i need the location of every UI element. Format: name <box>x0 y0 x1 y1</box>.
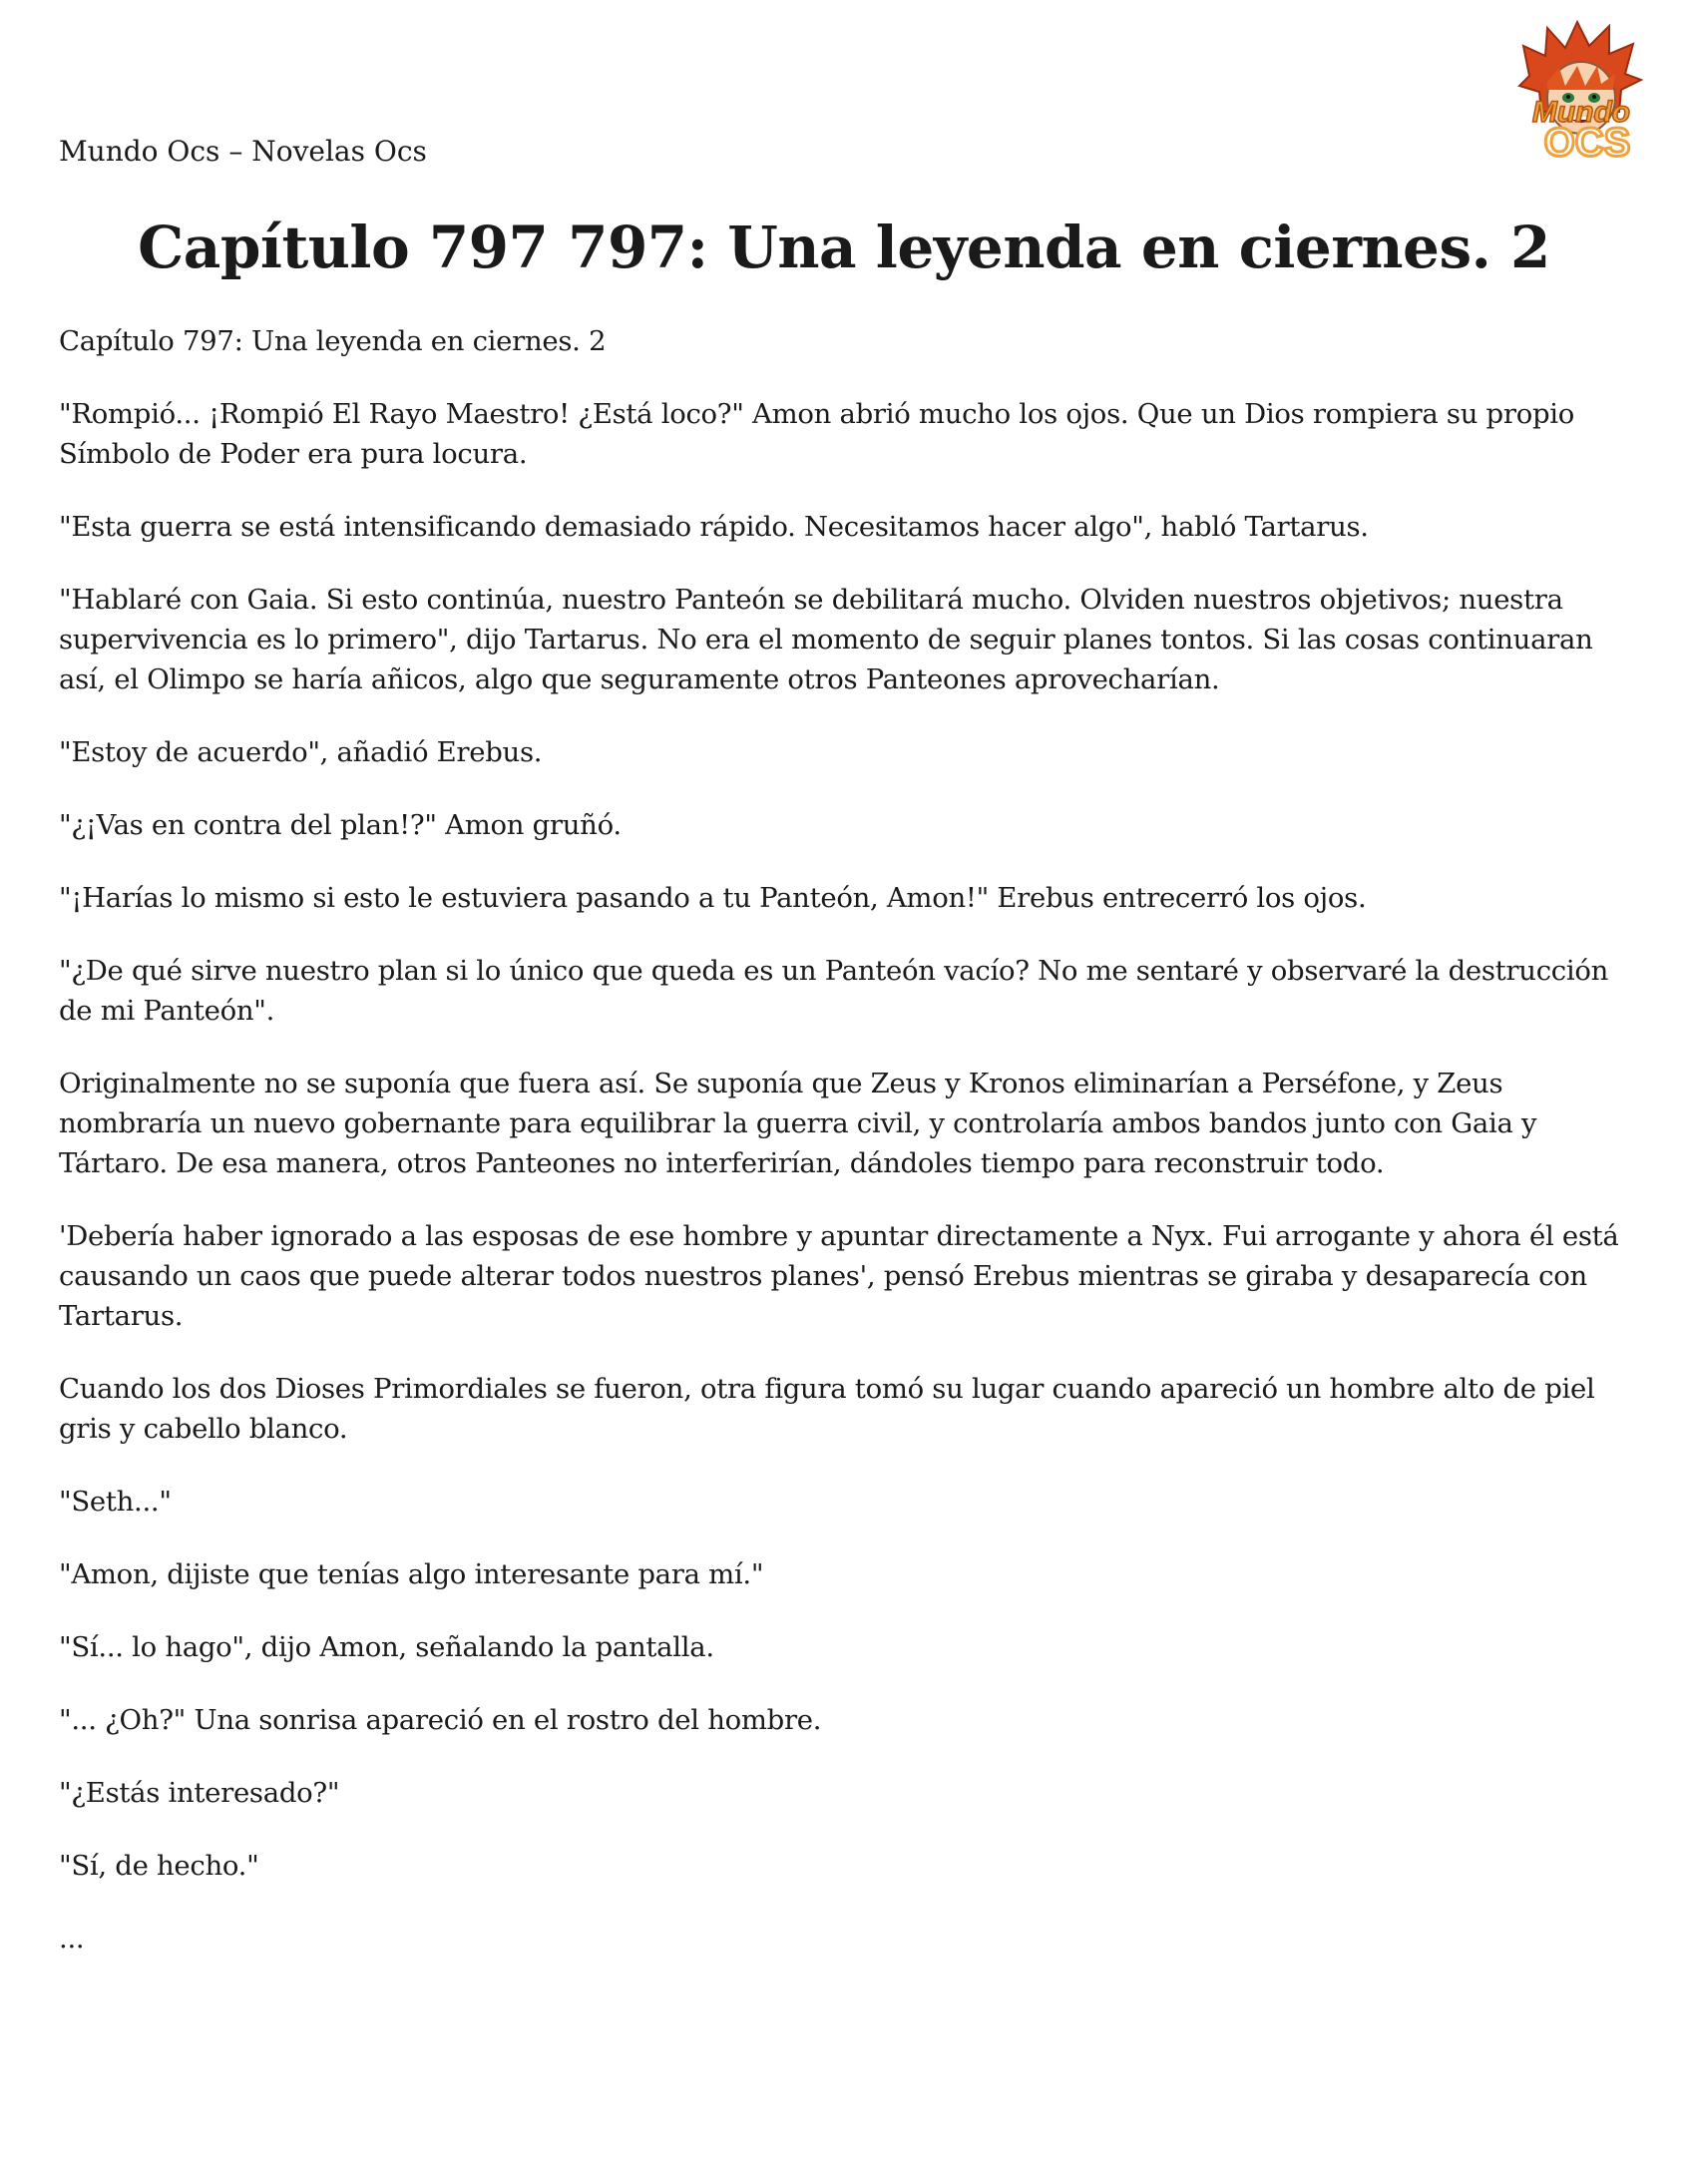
paragraph: "Rompió... ¡Rompió El Rayo Maestro! ¿Está loco?" Amon abrió mucho los ojos. Que un Dios rompiera su propio Símbolo de Poder era pura locura. <box>59 398 1575 470</box>
paragraph: Cuando los dos Dioses Primordiales se fueron, otra figura tomó su lugar cuando apareció un hombre alto de piel gris y cabello blanco. <box>59 1373 1595 1445</box>
chapter-body <box>59 321 1635 1991</box>
paragraph: "Hablaré con Gaia. Si esto continúa, nuestro Panteón se debilitará mucho. Olviden nuestros objetivos; nuestra supervivencia es lo primero", dijo Tartarus. No era el momento de seguir planes tontos. Si las cosas continuaran así, el Olimpo se haría añicos, algo que seguramente otros Panteones aprovecharían. <box>59 584 1593 695</box>
paragraph: "Estoy de acuerdo", añadió Erebus. <box>59 736 543 768</box>
paragraph: "Sí... lo hago", dijo Amon, señalando la pantalla. <box>59 1631 714 1663</box>
paragraph: "Amon, dijiste que tenías algo interesante para mí." <box>59 1558 764 1590</box>
paragraph: "Esta guerra se está intensificando demasiado rápido. Necesitamos hacer algo", habló Tartarus. <box>59 511 1369 543</box>
paragraph: "¿Estás interesado?" <box>59 1777 340 1809</box>
logo-word-top: Mundo <box>1531 96 1631 129</box>
paragraph: Capítulo 797: Una leyenda en ciernes. 2 <box>59 325 607 357</box>
site-header: Mundo Ocs – Novelas Ocs <box>59 135 427 168</box>
paragraph: 'Debería haber ignorado a las esposas de ese hombre y apuntar directamente a Nyx. Fui arrogante y ahora él está causando un caos que puede alterar todos nuestros planes', pensó Erebus mientras se giraba y desaparecía con Tartarus. <box>59 1220 1619 1332</box>
paragraph: "¡Harías lo mismo si esto le estuviera pasando a tu Panteón, Amon!" Erebus entrecerró los ojos. <box>59 882 1367 914</box>
paragraph: ... <box>59 1923 85 1955</box>
chapter-title: Capítulo 797 797: Una leyenda en ciernes. 2 <box>138 214 1550 281</box>
paragraph: "Seth..." <box>59 1486 172 1518</box>
paragraph: "... ¿Oh?" Una sonrisa apareció en el rostro del hombre. <box>59 1704 822 1736</box>
paragraph: Originalmente no se suponía que fuera así. Se suponía que Zeus y Kronos eliminarían a Perséfone, y Zeus nombraría un nuevo gobernante para equilibrar la guerra civil, y controlaría ambos bandos junto con Gaia y Tártaro. De esa manera, otros Panteones no interferirían, dándoles tiempo para reconstruir todo. <box>59 1068 1537 1179</box>
mundo-ocs-logo <box>1501 16 1661 172</box>
paragraph: "¿¡Vas en contra del plan!?" Amon gruñó. <box>59 809 622 841</box>
logo-word-bottom: OCS <box>1543 121 1631 165</box>
paragraph: "¿De qué sirve nuestro plan si lo único que queda es un Panteón vacío? No me sentaré y observaré la destrucción de mi Panteón". <box>59 955 1609 1027</box>
paragraph: "Sí, de hecho." <box>59 1850 259 1882</box>
